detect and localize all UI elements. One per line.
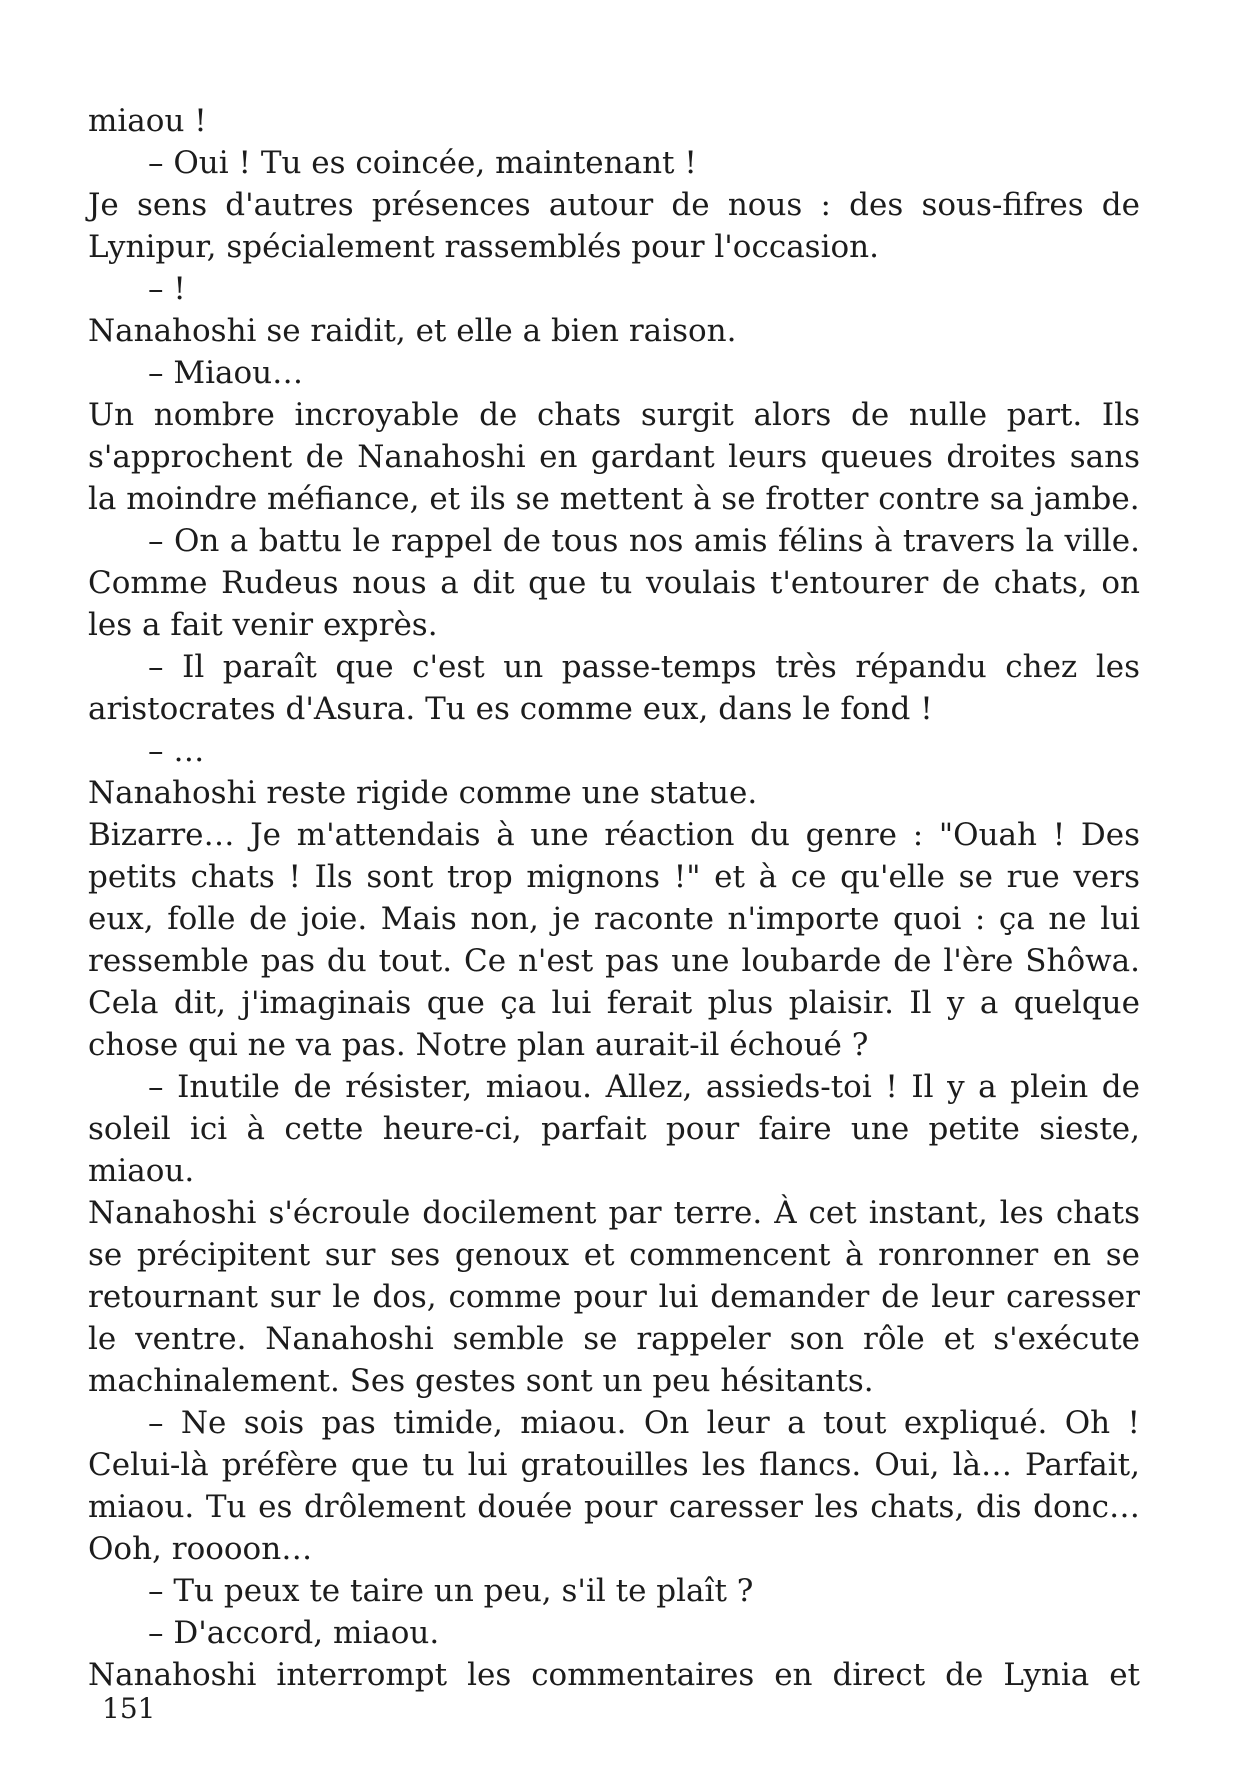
paragraph: Je sens d'autres présences autour de nous : des sous-fifres de Lynipur, spécialement rassemblés pour l'occasion. xyxy=(88,187,1140,265)
dialogue-line: – Oui ! Tu es coincée, maintenant ! xyxy=(148,145,697,181)
paragraph: Nanahoshi s'écroule docilement par terre. À cet instant, les chats se précipitent sur ses genoux et commencent à ronronner en se retournant sur le dos, comme pour lui demander de leur caresser le ventre. Nanahoshi semble se rappeler son rôle et s'exécute machinalement. Ses gestes sont un peu hésitants. xyxy=(88,1195,1140,1399)
dialogue-line: – Ne sois pas timide, miaou. On leur a tout expliqué. Oh ! Celui-là préfère que tu lui gratouilles les flancs. Oui, là… Parfait, miaou. Tu es drôlement douée pour caresser les chats, dis donc… Ooh, roooon… xyxy=(88,1405,1140,1567)
dialogue-line: – D'accord, miaou. xyxy=(148,1615,440,1651)
paragraph: Un nombre incroyable de chats surgit alors de nulle part. Ils s'approchent de Nanahoshi en gardant leurs queues droites sans la moindre méfiance, et ils se mettent à se frotter contre sa jambe. xyxy=(88,397,1140,517)
dialogue-line: – Il paraît que c'est un passe-temps très répandu chez les aristocrates d'Asura. Tu es comme eux, dans le fond ! xyxy=(88,649,1140,727)
dialogue-line: – Inutile de résister, miaou. Allez, assieds-toi ! Il y a plein de soleil ici à cette heure-ci, parfait pour faire une petite sieste, miaou. xyxy=(88,1069,1140,1189)
paragraph: Nanahoshi reste rigide comme une statue. xyxy=(88,775,758,811)
dialogue-line: – Miaou… xyxy=(148,355,304,391)
paragraph: Bizarre… Je m'attendais à une réaction du genre : "Ouah ! Des petits chats ! Ils sont trop mignons !" et à ce qu'elle se rue vers eux, folle de joie. Mais non, je raconte n'importe quoi : ça ne lui ressemble pas du tout. Ce n'est pas une loubarde de l'ère Shôwa. Cela dit, j'imaginais que ça lui ferait plus plaisir. Il y a quelque chose qui ne va pas. Notre plan aurait-il échoué ? xyxy=(88,817,1140,1063)
dialogue-line: – On a battu le rappel de tous nos amis félins à travers la ville. Comme Rudeus nous a dit que tu voulais t'entourer de chats, on les a fait venir exprès. xyxy=(88,523,1140,643)
dialogue-line: – ! xyxy=(148,271,186,307)
paragraph: Nanahoshi interrompt les commentaires en direct de Lynia et xyxy=(88,1657,1140,1693)
page-number: 151 xyxy=(102,1692,156,1725)
paragraph: Nanahoshi se raidit, et elle a bien raison. xyxy=(88,313,737,349)
paragraph: miaou ! xyxy=(88,103,207,139)
dialogue-line: – … xyxy=(148,733,205,769)
dialogue-line: – Tu peux te taire un peu, s'il te plaît ? xyxy=(148,1573,754,1609)
page-text-block xyxy=(88,100,1140,1696)
